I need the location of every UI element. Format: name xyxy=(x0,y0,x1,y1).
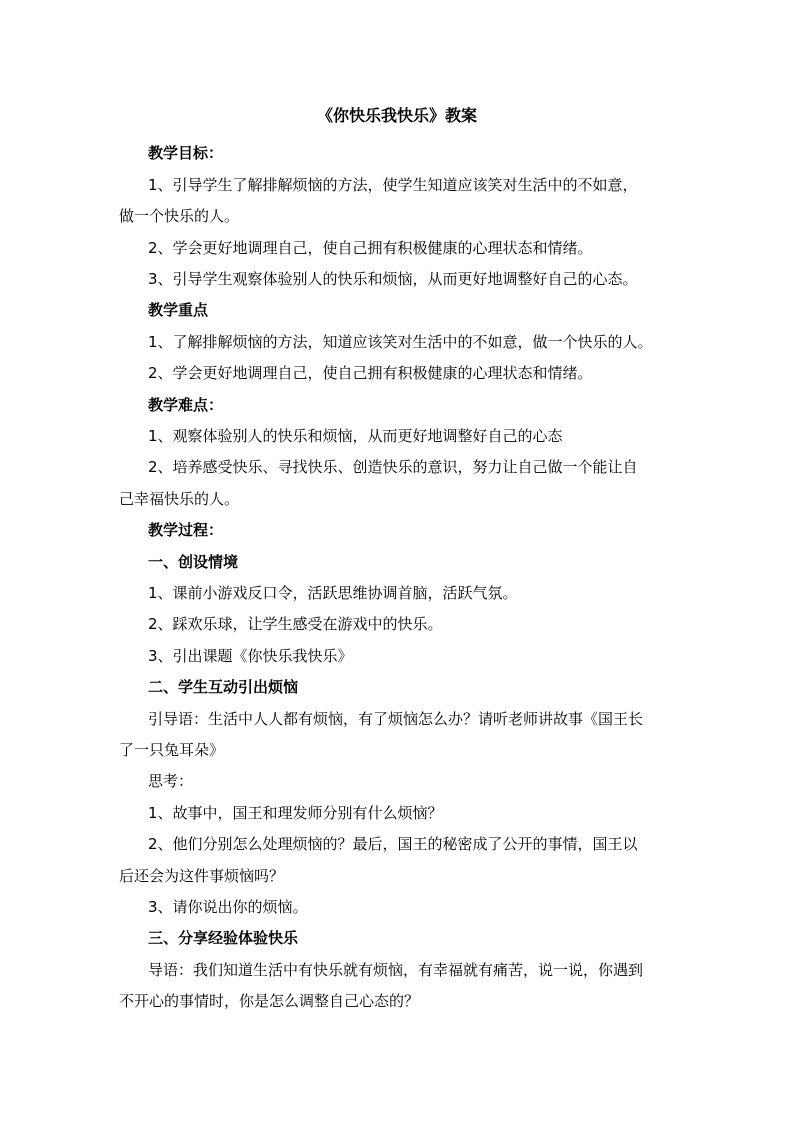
document-title: 《你快乐我快乐》教案 xyxy=(316,106,477,125)
paragraph-line: 2、学会更好地调理自己，使自己拥有积极健康的心理状态和情绪。 xyxy=(148,364,593,382)
paragraph-line: 引导语：生活中人人都有烦恼，有了烦恼怎么办？请听老师讲故事《国王长 xyxy=(148,710,644,728)
paragraph-line: 1、观察体验别人的快乐和烦恼，从而更好地调整好自己的心态 xyxy=(148,427,563,445)
paragraph-line: 己幸福快乐的人。 xyxy=(119,490,240,508)
paragraph-line: 1、课前小游戏反口令，活跃思维协调首脑，活跃气氛。 xyxy=(148,584,518,602)
heading-teaching-goals: 教学目标： xyxy=(148,144,224,162)
paragraph-line: 3、请你说出你的烦恼。 xyxy=(148,898,308,916)
paragraph-line: 2、学会更好地调理自己，使自己拥有积极健康的心理状态和情绪。 xyxy=(148,239,593,257)
heading-section-2: 二、学生互动引出烦恼 xyxy=(148,678,299,696)
paragraph-line: 1、故事中，国王和理发师分别有什么烦恼？ xyxy=(148,804,443,822)
paragraph-line: 思考： xyxy=(148,772,194,790)
paragraph-line: 3、引出课题《你快乐我快乐》 xyxy=(148,647,353,665)
heading-teaching-process: 教学过程： xyxy=(148,521,224,539)
paragraph-line: 不开心的事情时，你是怎么调整自己心态的？ xyxy=(119,992,420,1010)
paragraph-line: 导语：我们知道生活中有快乐就有烦恼，有幸福就有痛苦，说一说，你遇到 xyxy=(148,961,644,979)
paragraph-line: 1、了解排解烦恼的方法，知道应该笑对生活中的不如意，做一个快乐的人。 xyxy=(148,333,653,351)
heading-section-1: 一、创设情境 xyxy=(148,553,239,571)
paragraph-line: 2、踩欢乐球，让学生感受在游戏中的快乐。 xyxy=(148,615,443,633)
paragraph-line: 2、培养感受快乐、寻找快乐、创造快乐的意识，努力让自己做一个能让自 xyxy=(148,458,638,476)
paragraph-line: 1、引导学生了解排解烦恼的方法，使学生知道应该笑对生活中的不如意， xyxy=(148,176,638,194)
heading-key-points: 教学重点 xyxy=(148,301,209,319)
paragraph-line: 2、他们分别怎么处理烦恼的？最后，国王的秘密成了公开的事情，国王以 xyxy=(148,835,638,853)
paragraph-line: 后还会为这件事烦恼吗？ xyxy=(119,867,285,885)
paragraph-line: 做一个快乐的人。 xyxy=(119,207,240,225)
paragraph-line: 3、引导学生观察体验别人的快乐和烦恼，从而更好地调整好自己的心态。 xyxy=(148,270,638,288)
heading-difficulties: 教学难点： xyxy=(148,396,224,414)
heading-section-3: 三、分享经验体验快乐 xyxy=(148,929,299,947)
paragraph-line: 了一只兔耳朵》 xyxy=(119,741,225,759)
